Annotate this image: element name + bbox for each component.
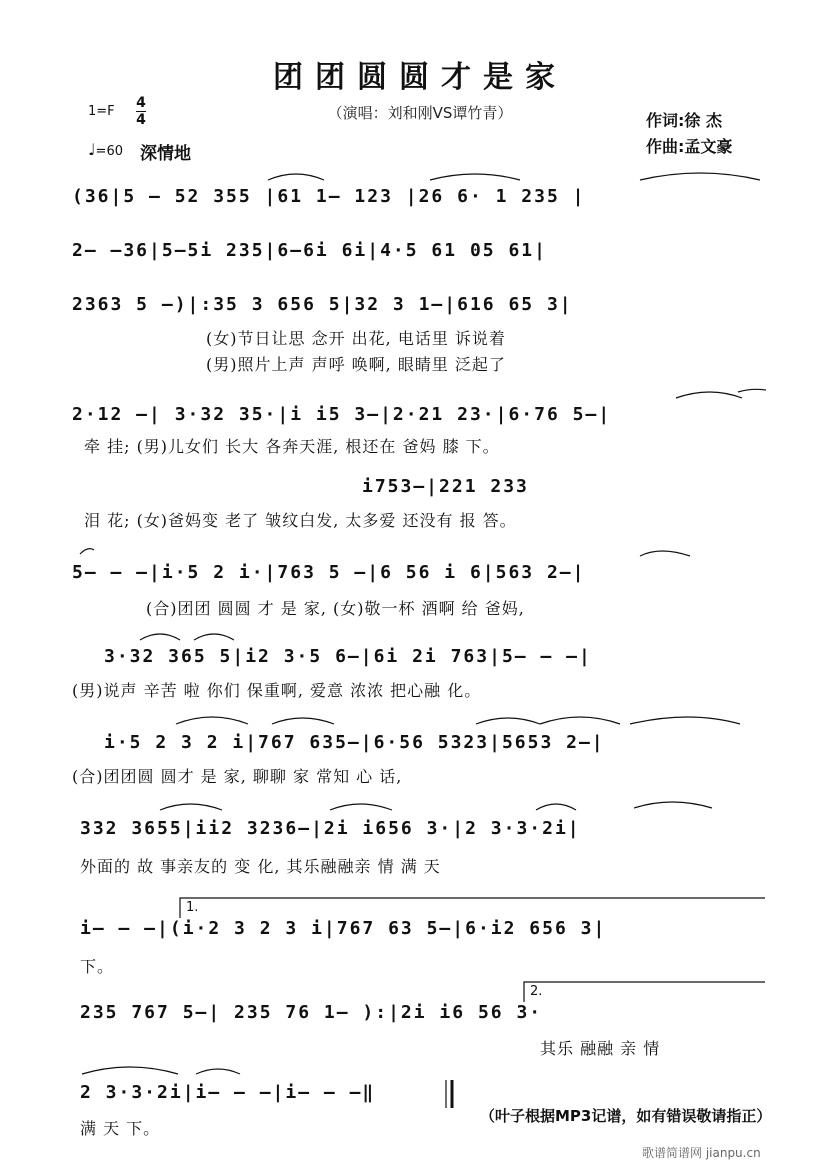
music-line-1: (36|5 — 52 355 |61 1— 123 |26 6· 1 235 | [72,186,586,207]
music-line-10: i— — —|(i·2 3 2 3 i|767 63 5—|6·i2 656 3| [80,918,607,939]
transcription-note: （叶子根据MP3记谱，如有错误敬请指正） [480,1107,772,1125]
slur [160,804,222,810]
lyric-line-9: 外面的 故 事亲友的 变 化, 其乐融融亲 情 满 天 [80,857,441,876]
lyric-line-11: 其乐 融融 亲 情 [540,1039,661,1058]
volta-1-label: 1. [186,900,199,915]
subtitle-performers: （演唱：刘和刚VS谭竹青） [327,104,513,122]
mood-marking: 深情地 [140,144,191,164]
slur [268,174,324,180]
music-line-2: 2— —36|5—5i 235|6—6i 6i|4·5 61 05 61| [72,240,547,261]
music-line-3: 2363 5 —)|:35 3 656 5|32 3 1—|616 65 3| [72,294,573,315]
lyricist-credit: 作词:徐 杰 [646,111,722,130]
slur [80,549,94,554]
lyric-line-12: 满 天 下。 [80,1119,161,1138]
slur [140,634,180,640]
composer-credit: 作曲:孟文豪 [646,137,733,156]
slur [176,717,248,724]
slur [196,1069,240,1074]
music-line-5: i753—|221 233 [362,476,529,497]
volta-1-bracket [180,898,765,918]
slur [676,392,742,398]
slur [738,389,766,392]
slur [430,174,520,180]
lyric-line-7: (男)说声 辛苦 啦 你们 保重啊, 爱意 浓浓 把心融 化。 [72,681,482,700]
music-line-4: 2·12 —| 3·32 35·|i i5 3—|2·21 23·|6·76 5—| [72,404,612,425]
lyric-line-3b: (男)照片上声 声呼 唤啊, 眼睛里 泛起了 [206,355,506,374]
site-watermark: 歌谱简谱网 jianpu.cn [642,1146,761,1160]
music-line-7: 3·32 365 5|i2 3·5 6—|6i 2i 763|5— — —| [104,646,592,667]
lyric-line-8: (合)团团圆 圆才 是 家, 聊聊 家 常知 心 话, [72,767,403,786]
lyric-line-6: (合)团团 圆圆 才 是 家, (女)敬一杯 酒啊 给 爸妈, [146,599,525,618]
quarter-note-icon: ♩ [88,140,96,159]
volta-2-bracket [524,982,765,1002]
slur [640,551,690,556]
music-line-6: 5— — —|i·5 2 i·|763 5 —|6 56 i 6|563 2—| [72,562,586,583]
slur [82,1067,178,1074]
slur [330,804,392,810]
lyric-line-4: 牵 挂; (男)儿女们 长大 各奔天涯, 根还在 爸妈 膝 下。 [84,437,500,456]
slur [194,634,234,640]
meter-bottom: 4 [136,112,146,128]
music-line-12: 2 3·3·2i|i— — —|i— — —‖ [80,1082,376,1103]
lyric-line-5: 泪 花; (女)爸妈变 老了 皱纹白发, 太多爱 还没有 报 答。 [84,511,517,530]
page-title: 团团圆圆才是家 [273,60,567,95]
lyric-line-10: 下。 [80,957,115,976]
slur [476,718,540,724]
music-line-9: 332 3655|ii2 3236—|2i i656 3·|2 3·3·2i| [80,818,581,839]
slur [536,804,576,810]
tempo-marking: ♩=60 [88,140,123,159]
slur [630,717,740,724]
key-signature: 1=F [88,104,115,119]
lyric-line-3a: (女)节日让思 念开 出花, 电话里 诉说着 [206,329,506,348]
music-line-11: 235 767 5—| 235 76 1— ):|2i i6 56 3· [80,1002,543,1023]
volta-2-label: 2. [530,984,543,999]
music-line-8: i·5 2 3 2 i|767 635—|6·56 5323|5653 2—| [104,732,605,753]
meter-top: 4 [136,95,146,111]
slur [634,802,712,808]
slur [272,718,334,724]
slur [640,173,760,180]
slur [540,717,620,724]
